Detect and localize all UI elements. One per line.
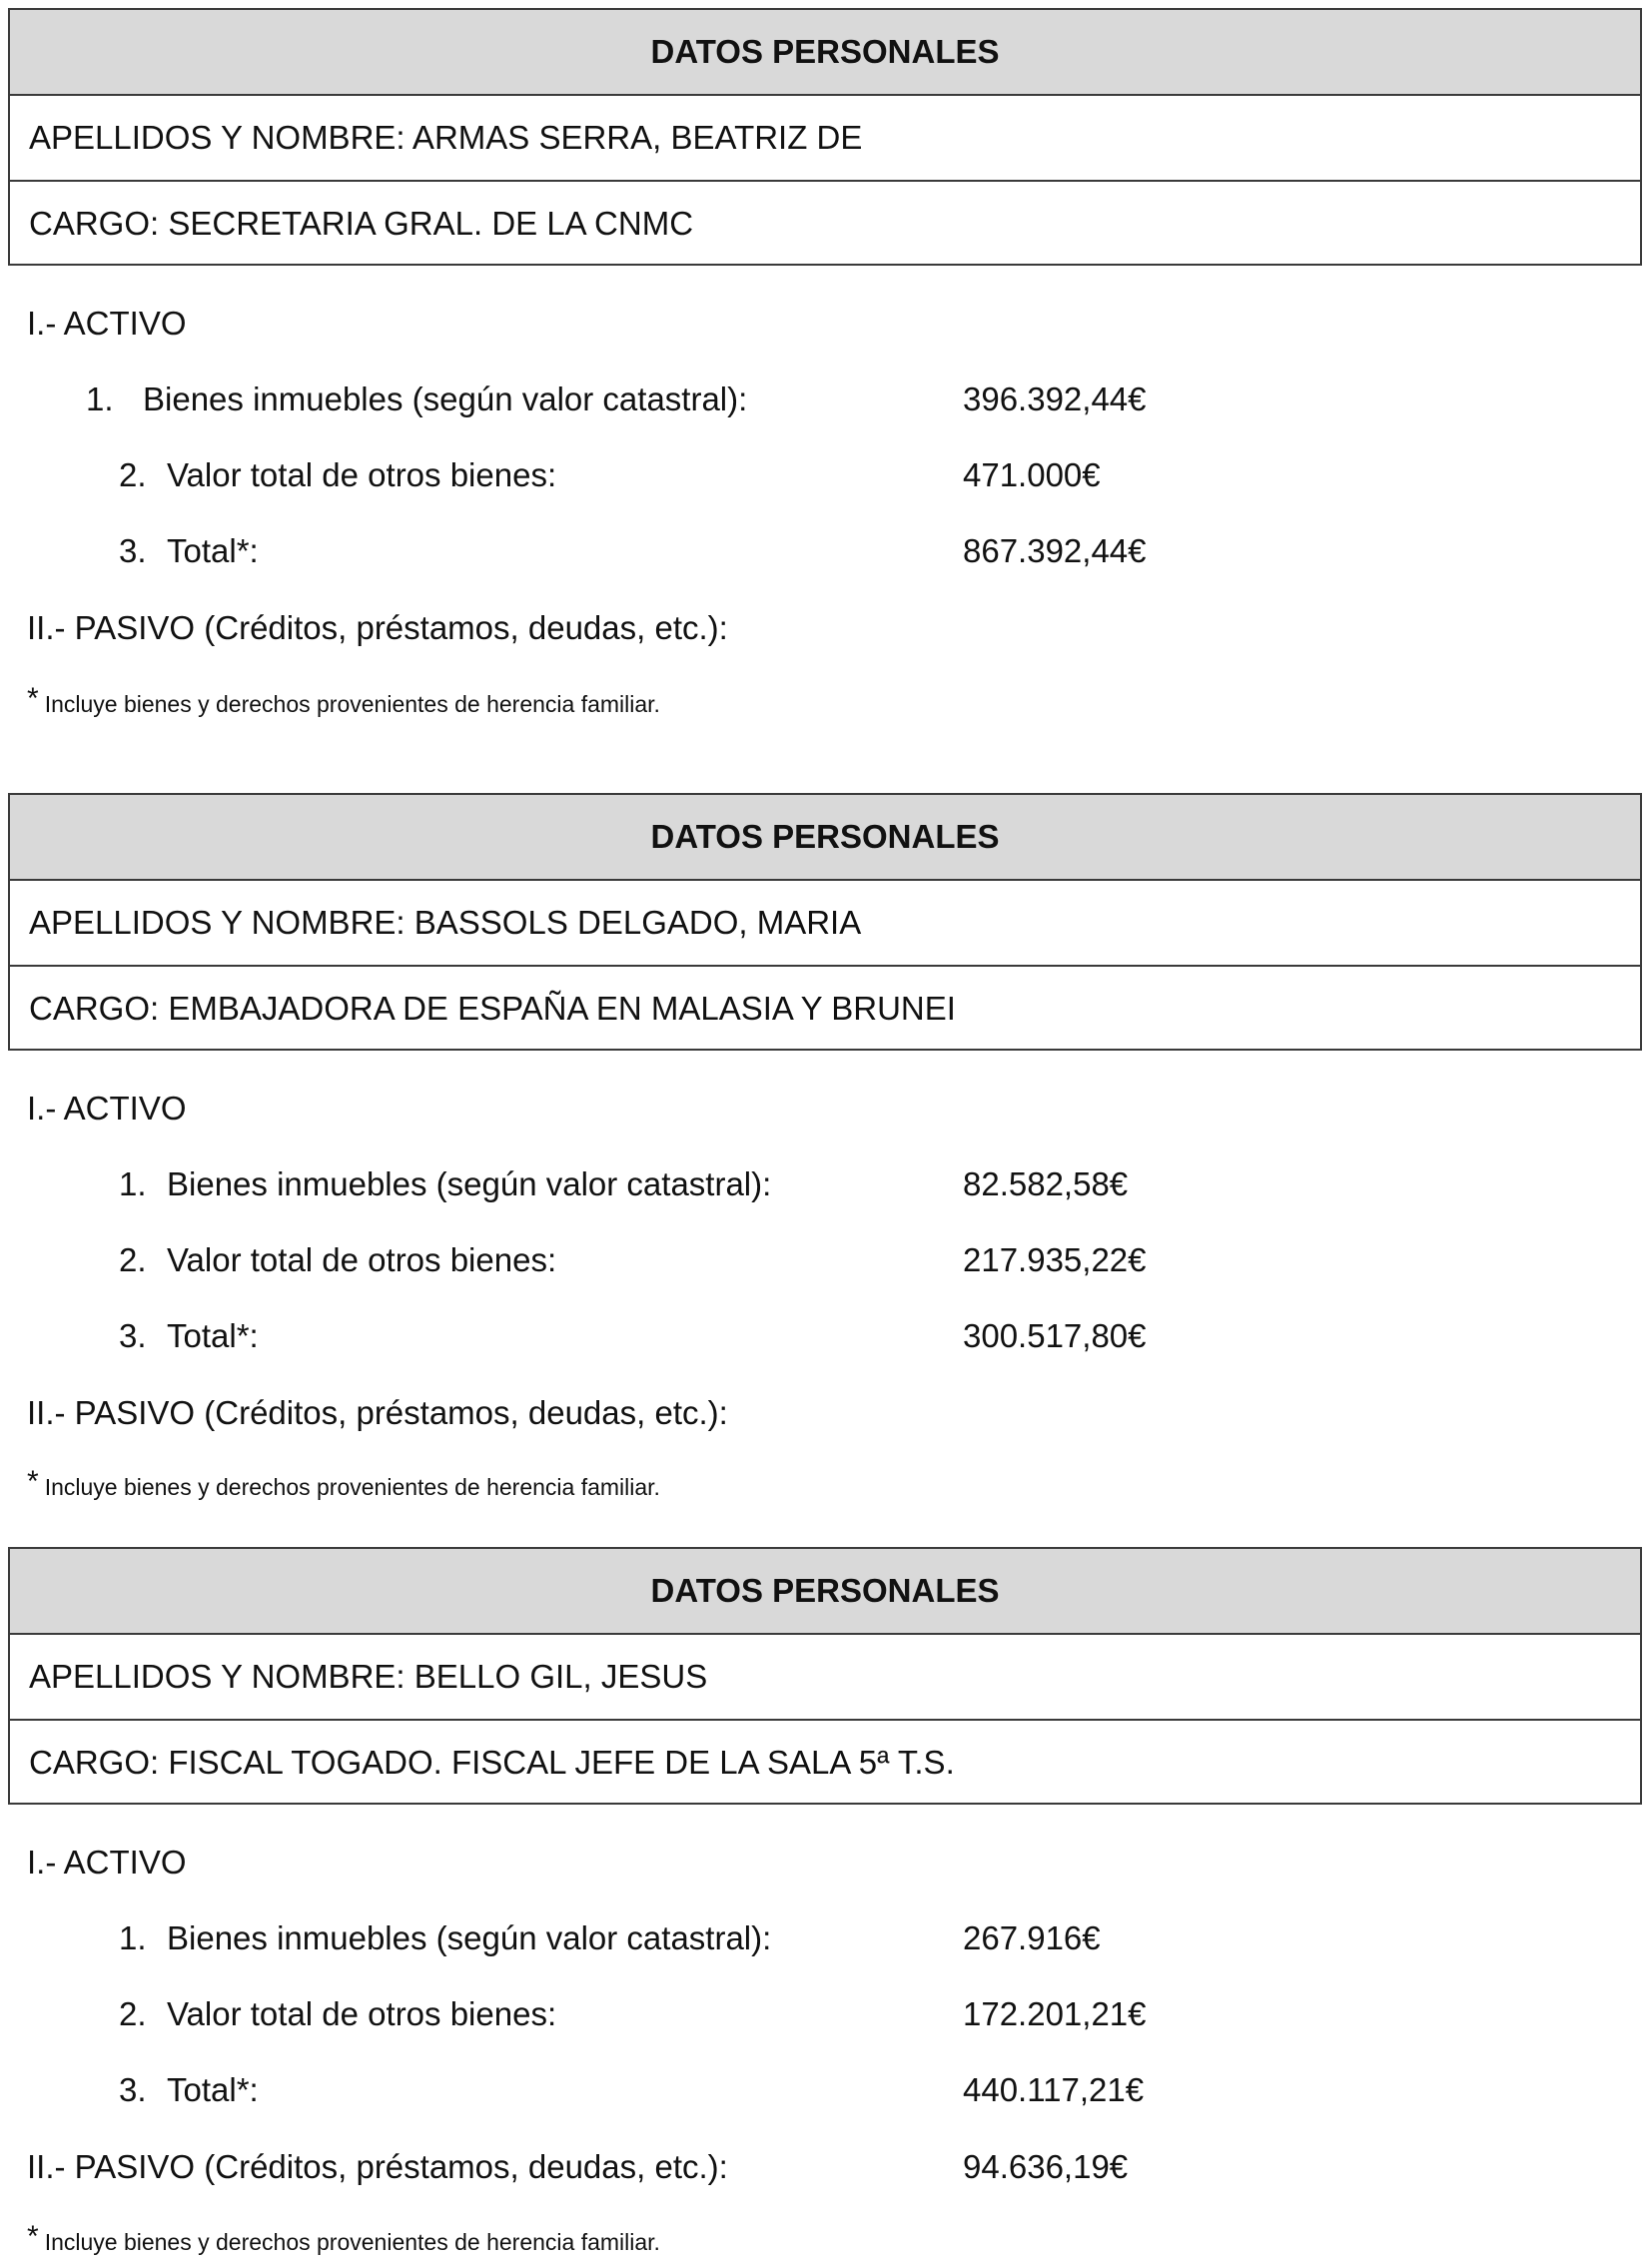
footnote-text: Incluye bienes y derechos provenientes de herencia familiar. (44, 1474, 660, 1500)
pasivo-value: 94.636,19€ (963, 2148, 1129, 2185)
footnote (27, 1465, 660, 1502)
pasivo-heading: II.- PASIVO (Créditos, préstamos, deudas, etc.): (27, 609, 728, 646)
activo-heading: I.- ACTIVO (27, 1090, 187, 1127)
footnote-mark: * (27, 2220, 39, 2253)
item-value: 300.517,80€ (963, 1317, 1147, 1354)
name-field: APELLIDOS Y NOMBRE: BELLO GIL, JESUS (10, 1635, 1640, 1721)
item-number: 2. (119, 1241, 147, 1278)
item-label: Total*: (167, 2071, 259, 2108)
item-number: 3. (119, 1317, 147, 1354)
table-header: DATOS PERSONALES (10, 795, 1640, 881)
item-number: 2. (119, 456, 147, 493)
cargo-field: CARGO: FISCAL TOGADO. FISCAL JEFE DE LA SALA 5ª T.S. (29, 1744, 955, 1781)
item-value: 217.935,22€ (963, 1241, 1147, 1278)
table-header: DATOS PERSONALES (10, 10, 1640, 96)
activo-heading: I.- ACTIVO (27, 1844, 187, 1881)
personal-data-table (8, 1547, 1642, 1805)
footnote-mark: * (27, 682, 39, 715)
footnote-mark: * (27, 1465, 39, 1498)
item-label: Bienes inmuebles (según valor catastral): (167, 1165, 772, 1202)
name-field: APELLIDOS Y NOMBRE: ARMAS SERRA, BEATRIZ DE (10, 96, 1640, 182)
item-value: 267.916€ (963, 1919, 1101, 1956)
item-label: Bienes inmuebles (según valor catastral): (143, 380, 748, 417)
item-value: 396.392,44€ (963, 380, 1147, 417)
item-label: Total*: (167, 532, 259, 569)
name-field: APELLIDOS Y NOMBRE: BASSOLS DELGADO, MARIA (10, 881, 1640, 967)
item-number: 3. (119, 2071, 147, 2108)
item-label: Valor total de otros bienes: (167, 1995, 557, 2032)
footnote-text: Incluye bienes y derechos provenientes de herencia familiar. (44, 691, 660, 717)
personal-data-table (8, 793, 1642, 1051)
item-value: 172.201,21€ (963, 1995, 1147, 2032)
item-value: 82.582,58€ (963, 1165, 1129, 1202)
cargo-field: CARGO: SECRETARIA GRAL. DE LA CNMC (29, 205, 694, 242)
personal-data-table (8, 8, 1642, 266)
item-number: 3. (119, 532, 147, 569)
item-label: Bienes inmuebles (según valor catastral): (167, 1919, 772, 1956)
footnote (27, 2220, 660, 2257)
item-value: 867.392,44€ (963, 532, 1147, 569)
item-label: Valor total de otros bienes: (167, 456, 557, 493)
table-header: DATOS PERSONALES (10, 1549, 1640, 1635)
item-number: 1. (119, 1919, 147, 1956)
activo-heading: I.- ACTIVO (27, 305, 187, 342)
footnote-text: Incluye bienes y derechos provenientes de herencia familiar. (44, 2229, 660, 2255)
pasivo-heading: II.- PASIVO (Créditos, préstamos, deudas, etc.): (27, 1394, 728, 1431)
cargo-field: CARGO: EMBAJADORA DE ESPAÑA EN MALASIA Y BRUNEI (29, 990, 956, 1027)
item-number: 1. (86, 380, 114, 417)
item-number: 2. (119, 1995, 147, 2032)
item-label: Valor total de otros bienes: (167, 1241, 557, 1278)
item-label: Total*: (167, 1317, 259, 1354)
item-number: 1. (119, 1165, 147, 1202)
footnote (27, 682, 660, 719)
pasivo-heading: II.- PASIVO (Créditos, préstamos, deudas, etc.): (27, 2148, 728, 2185)
item-value: 440.117,21€ (963, 2071, 1145, 2108)
item-value: 471.000€ (963, 456, 1101, 493)
